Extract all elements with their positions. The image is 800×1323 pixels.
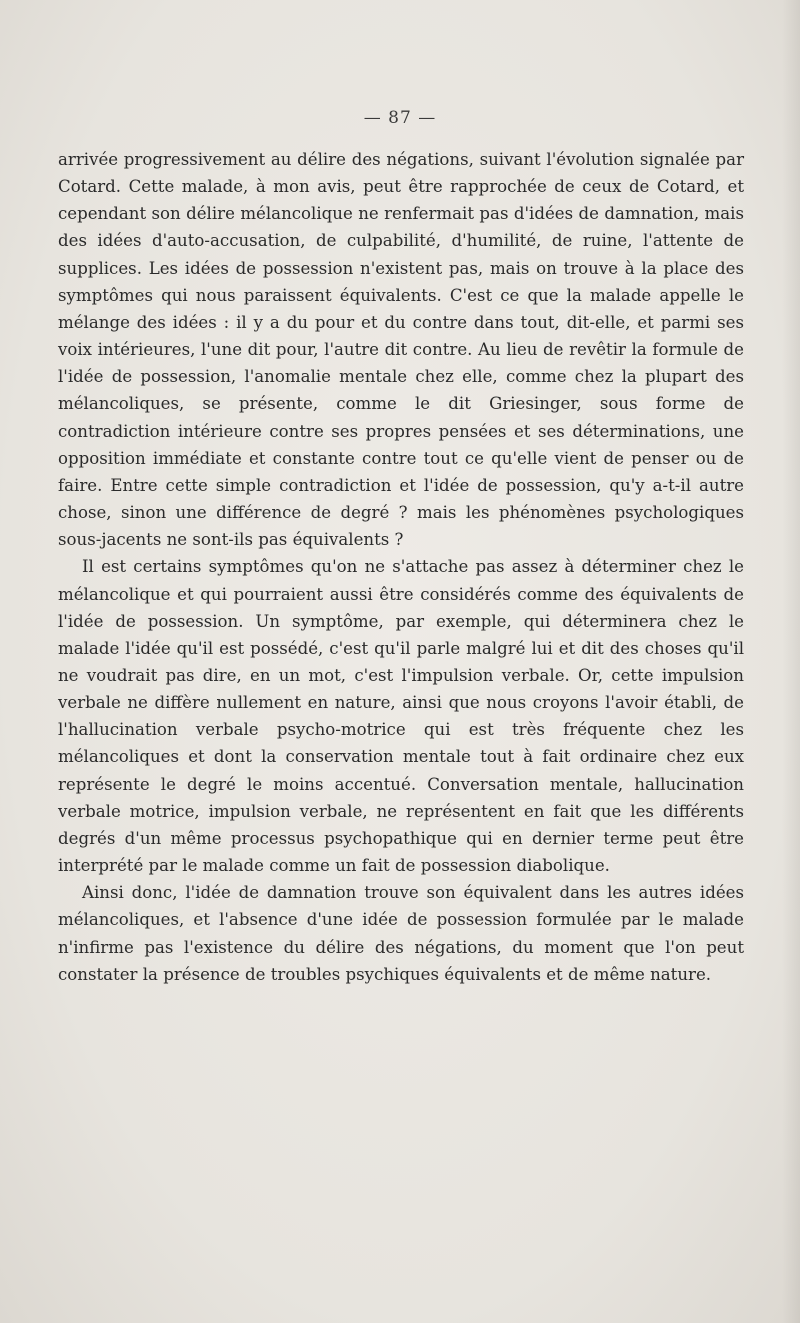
page-number: — 87 — bbox=[363, 108, 437, 128]
paragraph-2: Il est certains symptômes qu'on ne s'attache pas assez à déterminer chez le mélancolique et qui pourraient aussi être considérés comme des équivalents de l'idée de possession. Un symptôme, par exemple, qui déterminera chez le malade l'idée qu'il est possédé, c'est qu'il parle malgré lui et dit des choses qu'il ne voudrait pas dire, en un mot, c'est l'impulsion verbale. Or, cette impulsion verbale ne diffère nullement en nature, ainsi que nous croyons l'avoir établi, de l'hallucination verbale psycho-motrice qui est très fréquente chez les mélancoliques et dont la conservation mentale tout à fait ordinaire chez eux représente le degré le moins accentué. Conversation mentale, hallucination verbale motrice, impulsion verbale, ne représentent en fait que les différents degrés d'un même processus psychopathique qui en dernier terme peut être interprété par le malade comme un fait de possession diabolique. bbox=[58, 557, 744, 876]
paragraph-3: Ainsi donc, l'idée de damnation trouve son équivalent dans les autres idées mélancoliques, et l'absence d'une idée de possession formulée par le malade n'infirme pas l'existence du délire des négations, du moment que l'on peut constater la présence de troubles psychiques équivalents et de même nature. bbox=[58, 883, 744, 984]
body-text bbox=[58, 146, 744, 988]
paragraph-1: arrivée progressivement au délire des négations, suivant l'évolution signalée par Cotard. Cette malade, à mon avis, peut être rapprochée de ceux de Cotard, et cependant son délire mélancolique ne renfermait pas d'idées de damnation, mais des idées d'auto-accusation, de culpabilité, d'humilité, de ruine, l'attente de supplices. Les idées de possession n'existent pas, mais on trouve à la place des symptômes qui nous paraissent équivalents. C'est ce que la malade appelle le mélange des idées : il y a du pour et du contre dans tout, dit-elle, et parmi ses voix intérieures, l'une dit pour, l'autre dit contre. Au lieu de revêtir la formule de l'idée de possession, l'anomalie mentale chez elle, comme chez la plupart des mélancoliques, se présente, comme le dit Griesinger, sous forme de contradiction intérieure contre ses propres pensées et ses déterminations, une opposition immédiate et constante contre tout ce qu'elle vient de penser ou de faire. Entre cette simple contradiction et l'idée de possession, qu'y a-t-il autre chose, sinon une différence de degré ? mais les phénomènes psychologiques sous-jacents ne sont-ils pas équivalents ? bbox=[58, 150, 744, 550]
page-edge-shadow bbox=[782, 0, 800, 1323]
